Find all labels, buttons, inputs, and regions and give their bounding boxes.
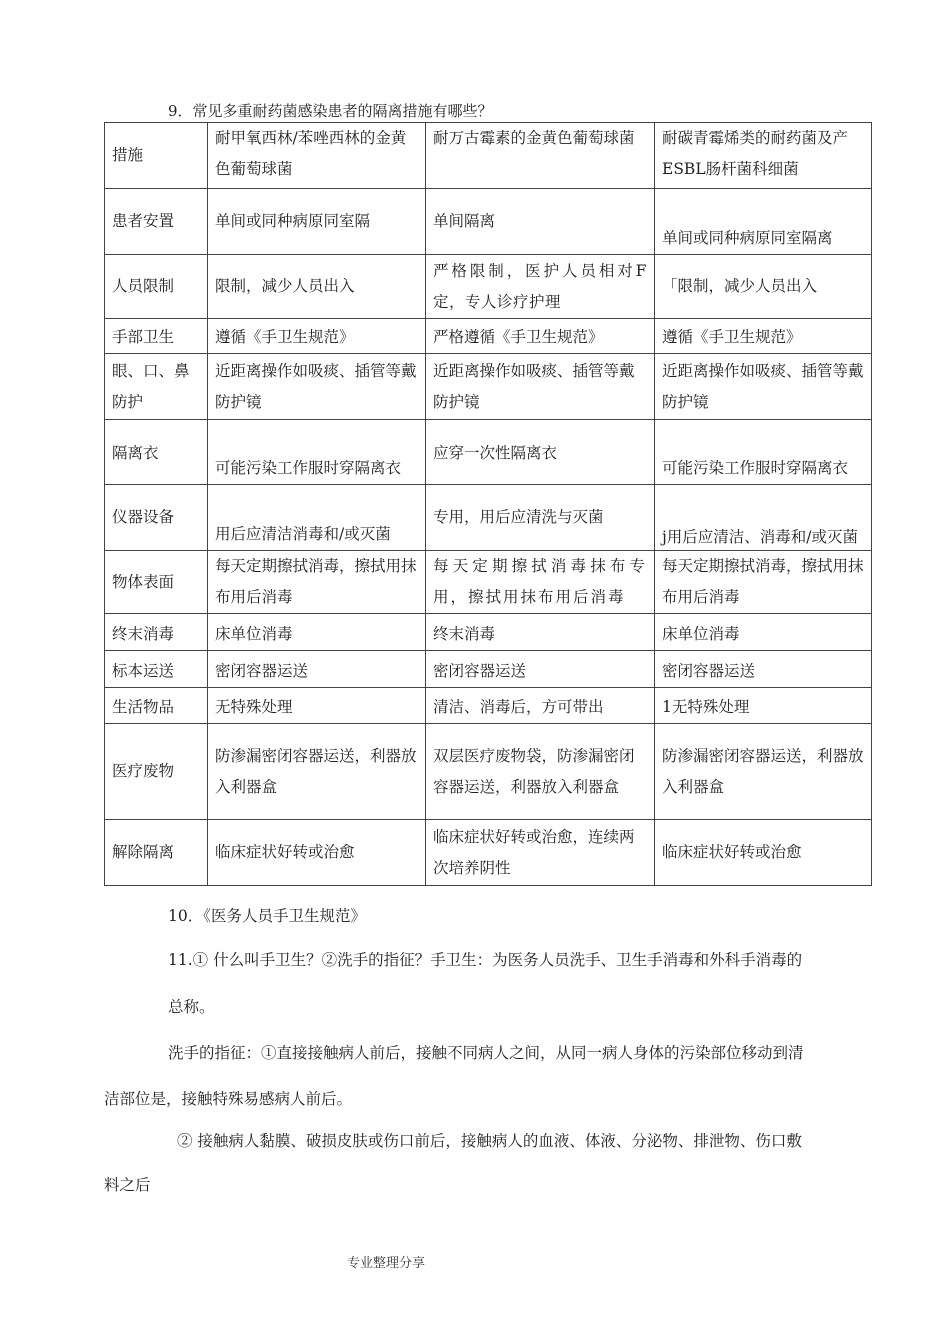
table-header-row <box>105 123 872 189</box>
table-cell: 每天定期擦拭消毒，擦拭用抹布用后消毒 <box>655 551 872 614</box>
table-cell: 每天定期擦拭消毒，擦拭用抹布用后消毒 <box>208 551 426 614</box>
table-cell: 清洁、消毒后，方可带出 <box>426 688 655 724</box>
row-label: 患者安置 <box>105 189 208 255</box>
header-cre-esbl: 耐碳青霉烯类的耐药菌及产ESBL肠杆菌科细菌 <box>655 123 872 189</box>
wash-indication-line-2: 洁部位是，接触特殊易感病人前后。 <box>104 1090 353 1108</box>
table-cell: 密闭容器运送 <box>655 651 872 688</box>
table-cell: 床单位消毒 <box>208 614 426 651</box>
table-cell: 严格限制，医护人员相对F定，专人诊疗护理 <box>426 255 655 319</box>
wash-indication-2-line-2: 料之后 <box>104 1176 151 1194</box>
table-cell: 近距离操作如吸痰、插管等戴防护镜 <box>655 354 872 420</box>
table-cell: 专用，用后应清洗与灭菌 <box>426 485 655 551</box>
isolation-measures-table <box>104 122 872 886</box>
table-cell: 每天定期擦拭消毒抹布专用，擦拭用抹布用后消毒 <box>426 551 655 614</box>
row-label: 仪器设备 <box>105 485 208 551</box>
table-cell: 「限制，减少人员出入 <box>655 255 872 319</box>
table-row <box>105 724 872 820</box>
table-cell: 近距离操作如吸痰、插管等戴防护镜 <box>426 354 655 420</box>
table-cell: 无特殊处理 <box>208 688 426 724</box>
row-label: 眼、口、鼻防护 <box>105 354 208 420</box>
table-cell: 双层医疗废物袋，防渗漏密闭容器运送，利器放入利器盒 <box>426 724 655 820</box>
table-cell: 临床症状好转或治愈 <box>655 820 872 886</box>
row-label: 标本运送 <box>105 651 208 688</box>
table-cell: 用后应清洁消毒和/或灭菌 <box>208 485 426 551</box>
table-row <box>105 551 872 614</box>
page-footer: 专业整理分享 <box>347 1256 426 1271</box>
wash-indication-2-line-1: ② 接触病人黏膜、破损皮肤或伤口前后，接触病人的血液、体液、分泌物、排泄物、伤口敷 <box>177 1132 802 1150</box>
table-cell: 限制，减少人员出入 <box>208 255 426 319</box>
header-measure: 措施 <box>105 123 208 189</box>
header-mrsa: 耐甲氧西林/苯唑西林的金黄色葡萄球菌 <box>208 123 426 189</box>
table-row <box>105 614 872 651</box>
table-cell: 近距离操作如吸痰、插管等戴防护镜 <box>208 354 426 420</box>
table-row <box>105 319 872 354</box>
table-cell: 1无特殊处理 <box>655 688 872 724</box>
table-cell: 临床症状好转或治愈 <box>208 820 426 886</box>
table-cell: 密闭容器运送 <box>208 651 426 688</box>
question-11-line-2: 总称。 <box>168 998 215 1016</box>
table-row <box>105 189 872 255</box>
table-cell: 遵循《手卫生规范》 <box>208 319 426 354</box>
table-cell: 可能污染工作服时穿隔离衣 <box>208 420 426 485</box>
table-cell: 密闭容器运送 <box>426 651 655 688</box>
row-label: 生活物品 <box>105 688 208 724</box>
row-label: 终末消毒 <box>105 614 208 651</box>
question-11-line-1: 11.① 什么叫手卫生？②洗手的指征？手卫生：为医务人员洗手、卫生手消毒和外科手消毒的 <box>168 951 803 969</box>
table-cell: 床单位消毒 <box>655 614 872 651</box>
table-row <box>105 820 872 886</box>
table-row <box>105 420 872 485</box>
question-10: 10．《医务人员手卫生规范》 <box>168 907 366 925</box>
row-label: 解除隔离 <box>105 820 208 886</box>
table-cell: 严格遵循《手卫生规范》 <box>426 319 655 354</box>
row-label: 人员限制 <box>105 255 208 319</box>
table-cell: 单间或同种病原同室隔离 <box>655 189 872 255</box>
question-9-title: 9．常见多重耐药菌感染患者的隔离措施有哪些？ <box>168 102 493 120</box>
table-cell: 终末消毒 <box>426 614 655 651</box>
table-cell: 遵循《手卫生规范》 <box>655 319 872 354</box>
table-row <box>105 255 872 319</box>
table-cell: j用后应清洁、消毒和/或灭菌 <box>655 485 872 551</box>
table-cell: 临床症状好转或治愈，连续两次培养阴性 <box>426 820 655 886</box>
table-cell: 防渗漏密闭容器运送，利器放入利器盒 <box>208 724 426 820</box>
table-row <box>105 688 872 724</box>
table-cell: 应穿一次性隔离衣 <box>426 420 655 485</box>
row-label: 手部卫生 <box>105 319 208 354</box>
table-cell: 防渗漏密闭容器运送，利器放入利器盒 <box>655 724 872 820</box>
wash-indication-line-1: 洗手的指征：①直接接触病人前后，接触不同病人之间，从同一病人身体的污染部位移动到清 <box>168 1044 804 1062</box>
table-row <box>105 354 872 420</box>
table-row <box>105 651 872 688</box>
row-label: 隔离衣 <box>105 420 208 485</box>
row-label: 医疗废物 <box>105 724 208 820</box>
row-label: 物体表面 <box>105 551 208 614</box>
header-vrsa: 耐万古霉素的金黄色葡萄球菌 <box>426 123 655 189</box>
table-cell: 可能污染工作服时穿隔离衣 <box>655 420 872 485</box>
table-cell: 单间或同种病原同室隔 <box>208 189 426 255</box>
table-row <box>105 485 872 551</box>
table-cell: 单间隔离 <box>426 189 655 255</box>
